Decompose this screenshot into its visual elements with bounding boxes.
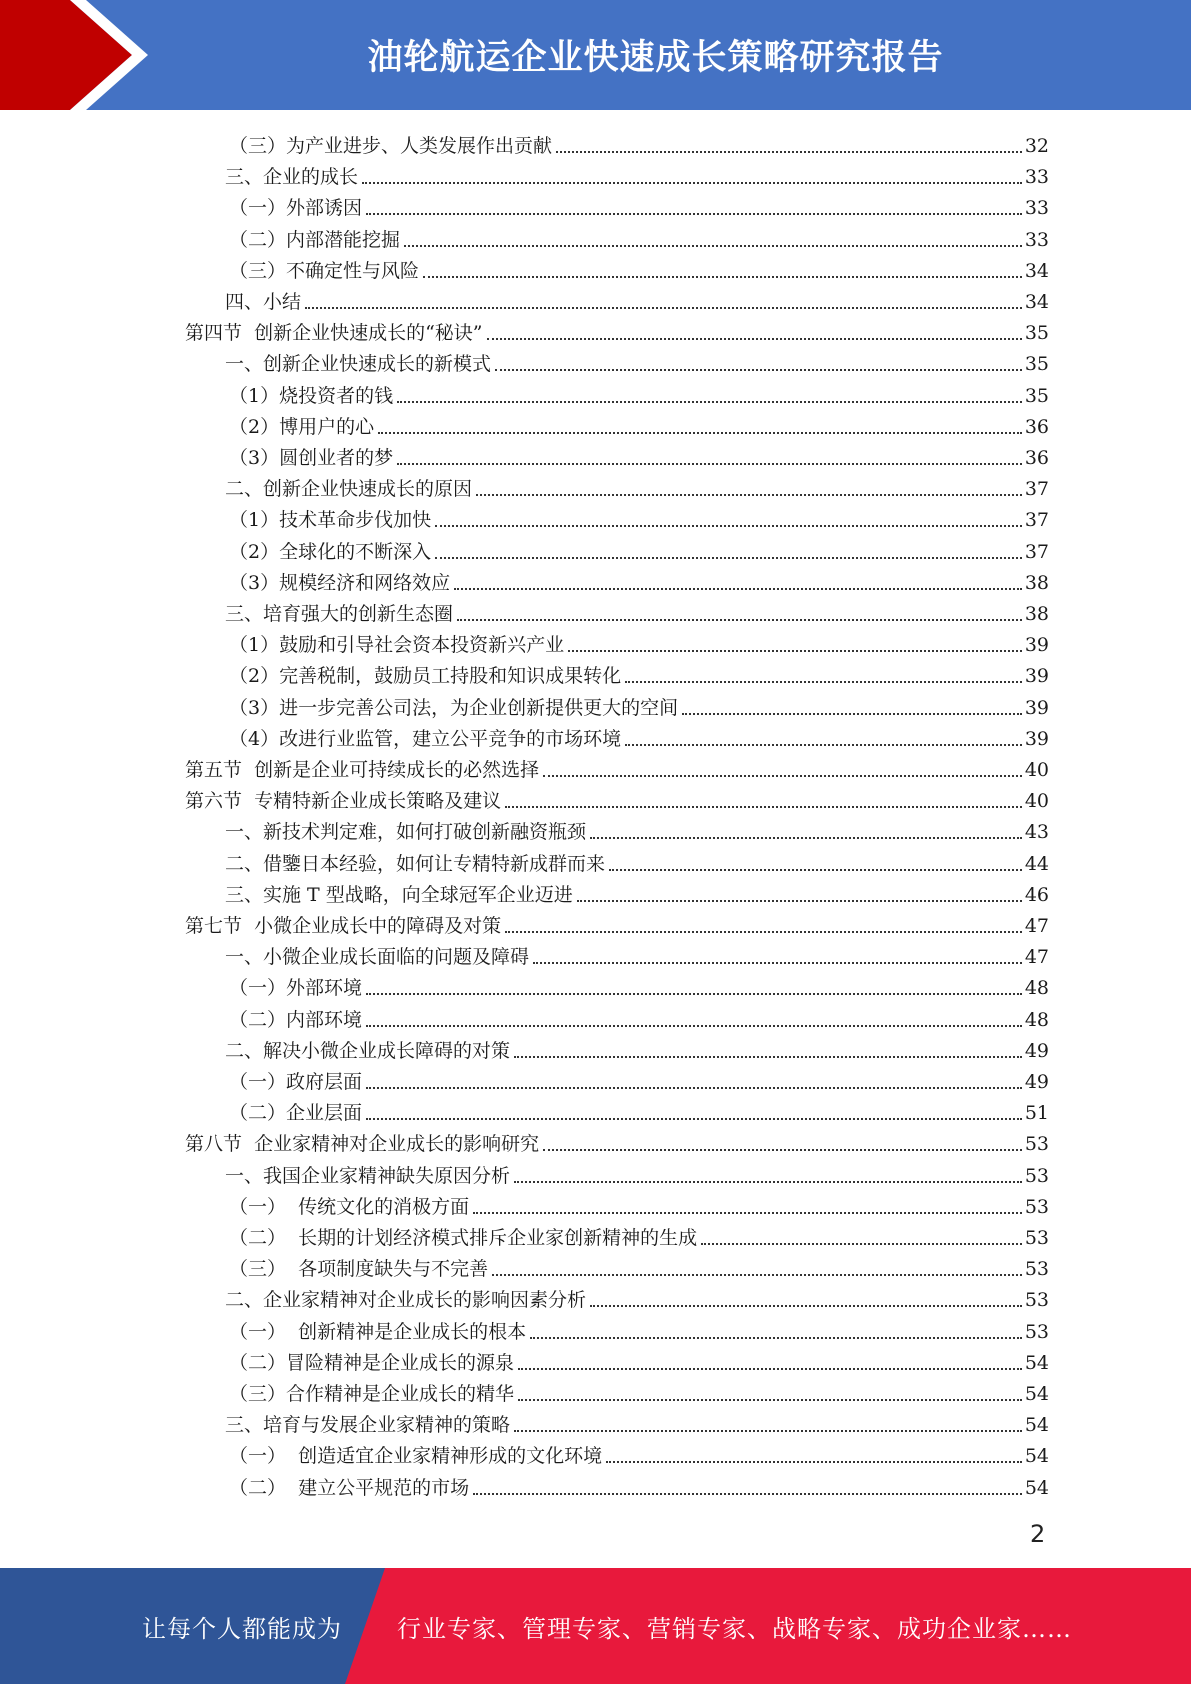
toc-entry-title: （三） 各项制度缺失与不完善 <box>229 1258 489 1280</box>
toc-entry-title: 四、小结 <box>225 291 302 313</box>
toc-dot-leader <box>625 744 1022 746</box>
toc-entry[interactable] <box>185 752 1049 783</box>
toc-entry-page: 53 <box>1024 1165 1049 1187</box>
toc-entry-title: 第八节 企业家精神对企业成长的影响研究 <box>185 1133 540 1155</box>
toc-entry[interactable] <box>229 1220 1049 1251</box>
toc-entry[interactable] <box>229 222 1049 253</box>
toc-entry-page: 40 <box>1024 790 1049 812</box>
toc-entry-title: （一） 创新精神是企业成长的根本 <box>229 1321 527 1343</box>
toc-entry[interactable] <box>229 565 1049 596</box>
toc-entry-title: 二、借鑒日本经验，如何让专精特新成群而来 <box>225 853 606 875</box>
toc-entry-title: 第五节 创新是企业可持续成长的必然选择 <box>185 759 540 781</box>
toc-entry-page: 38 <box>1024 603 1049 625</box>
toc-entry-page: 37 <box>1024 478 1049 500</box>
toc-dot-leader <box>435 525 1022 527</box>
toc-entry-page: 36 <box>1024 447 1049 469</box>
toc-entry-title: （3）规模经济和网络效应 <box>229 572 451 594</box>
toc-entry-page: 53 <box>1024 1196 1049 1218</box>
toc-entry-page: 53 <box>1024 1289 1049 1311</box>
toc-dot-leader <box>366 213 1022 215</box>
toc-entry-page: 37 <box>1024 509 1049 531</box>
toc-entry-title: （一） 传统文化的消极方面 <box>229 1196 470 1218</box>
toc-dot-leader <box>514 1181 1022 1183</box>
toc-entry-page: 34 <box>1024 260 1049 282</box>
toc-entry[interactable] <box>229 721 1049 752</box>
toc-entry[interactable] <box>229 502 1049 533</box>
toc-entry[interactable] <box>229 627 1049 658</box>
toc-dot-leader <box>362 182 1022 184</box>
toc-entry-page: 40 <box>1024 759 1049 781</box>
toc-entry-page: 54 <box>1024 1477 1049 1499</box>
toc-entry-title: （三）合作精神是企业成长的精华 <box>229 1383 515 1405</box>
toc-entry-title: （1）鼓励和引导社会资本投资新兴产业 <box>229 634 565 656</box>
toc-entry[interactable] <box>229 1470 1049 1501</box>
toc-dot-leader <box>577 900 1022 902</box>
toc-entry-title: （2）完善税制，鼓励员工持股和知识成果转化 <box>229 665 622 687</box>
toc-dot-leader <box>366 1118 1022 1120</box>
toc-entry-title: （二）内部潜能挖掘 <box>229 229 401 251</box>
toc-entry-page: 54 <box>1024 1352 1049 1374</box>
toc-entry-page: 54 <box>1024 1383 1049 1405</box>
toc-dot-leader <box>701 1243 1022 1245</box>
toc-entry[interactable] <box>225 159 1049 190</box>
toc-entry-title: 一、我国企业家精神缺失原因分析 <box>225 1165 511 1187</box>
toc-dot-leader <box>366 1087 1022 1089</box>
toc-dot-leader <box>568 650 1022 652</box>
toc-dot-leader <box>366 1025 1022 1027</box>
report-title: 油轮航运企业快速成长策略研究报告 <box>367 38 944 78</box>
toc-entry-page: 47 <box>1024 915 1049 937</box>
toc-entry-title: （二）内部环境 <box>229 1009 363 1031</box>
toc-entry-page: 49 <box>1024 1071 1049 1093</box>
toc-dot-leader <box>423 276 1022 278</box>
toc-entry-page: 53 <box>1024 1258 1049 1280</box>
toc-entry-title: （1）技术革命步伐加快 <box>229 509 432 531</box>
toc-entry-page: 53 <box>1024 1321 1049 1343</box>
toc-entry-title: （一）外部诱因 <box>229 197 363 219</box>
toc-entry-title: （一）政府层面 <box>229 1071 363 1093</box>
toc-entry[interactable] <box>225 814 1049 845</box>
toc-entry[interactable] <box>225 1282 1049 1313</box>
toc-dot-leader <box>366 993 1022 995</box>
toc-entry[interactable] <box>229 970 1049 1001</box>
toc-entry[interactable] <box>229 1189 1049 1220</box>
toc-entry-title: 三、实施 T 型战略，向全球冠军企业迈进 <box>225 884 573 906</box>
chevron-arrow-icon <box>0 0 160 110</box>
toc-entry[interactable] <box>229 190 1049 221</box>
toc-entry[interactable] <box>229 440 1049 471</box>
toc-entry-page: 47 <box>1024 946 1049 968</box>
toc-entry-title: 二、解决小微企业成长障碍的对策 <box>225 1040 511 1062</box>
toc-dot-leader <box>457 619 1022 621</box>
toc-dot-leader <box>530 1337 1022 1339</box>
toc-entry-title: （一）外部环境 <box>229 977 363 999</box>
toc-dot-leader <box>518 1399 1022 1401</box>
toc-entry[interactable] <box>229 1095 1049 1126</box>
toc-entry[interactable] <box>225 471 1049 502</box>
toc-entry-page: 39 <box>1024 697 1049 719</box>
toc-dot-leader <box>435 557 1022 559</box>
toc-entry-title: （4）改进行业监管，建立公平竞争的市场环境 <box>229 728 622 750</box>
toc-dot-leader <box>609 869 1022 871</box>
toc-entry-title: （3）进一步完善公司法，为企业创新提供更大的空间 <box>229 697 679 719</box>
toc-entry-page: 53 <box>1024 1133 1049 1155</box>
toc-entry-title: （2）全球化的不断深入 <box>229 541 432 563</box>
toc-dot-leader <box>505 806 1022 808</box>
toc-dot-leader <box>476 494 1022 496</box>
toc-entry[interactable] <box>229 1438 1049 1469</box>
toc-dot-leader <box>514 1430 1022 1432</box>
toc-entry-page: 32 <box>1024 135 1049 157</box>
toc-entry[interactable] <box>229 1314 1049 1345</box>
toc-entry[interactable] <box>225 877 1049 908</box>
toc-entry-title: 一、创新企业快速成长的新模式 <box>225 353 492 375</box>
toc-entry-title: 三、培育强大的创新生态圈 <box>225 603 454 625</box>
report-header <box>0 0 1191 110</box>
toc-dot-leader <box>556 151 1022 153</box>
toc-dot-leader <box>495 369 1022 371</box>
toc-dot-leader <box>473 1212 1022 1214</box>
toc-entry[interactable] <box>229 1064 1049 1095</box>
toc-entry-page: 54 <box>1024 1414 1049 1436</box>
toc-dot-leader <box>514 1056 1022 1058</box>
toc-entry-page: 48 <box>1024 1009 1049 1031</box>
toc-dot-leader <box>492 1274 1022 1276</box>
toc-entry-title: （1）烧投资者的钱 <box>229 385 394 407</box>
toc-dot-leader <box>404 245 1022 247</box>
toc-dot-leader <box>682 713 1022 715</box>
toc-entry-title: 二、创新企业快速成长的原因 <box>225 478 473 500</box>
toc-entry[interactable] <box>229 1345 1049 1376</box>
toc-entry-title: 第七节 小微企业成长中的障碍及对策 <box>185 915 502 937</box>
toc-entry-page: 35 <box>1024 322 1049 344</box>
toc-entry-title: 第四节 创新企业快速成长的“秘诀” <box>185 322 483 344</box>
toc-entry[interactable] <box>225 596 1049 627</box>
toc-dot-leader <box>625 681 1022 683</box>
toc-entry[interactable] <box>225 1158 1049 1189</box>
toc-entry-page: 33 <box>1024 197 1049 219</box>
toc-entry[interactable] <box>229 378 1049 409</box>
toc-entry-page: 49 <box>1024 1040 1049 1062</box>
toc-dot-leader <box>590 1305 1022 1307</box>
toc-dot-leader <box>518 1368 1022 1370</box>
toc-entry-page: 44 <box>1024 853 1049 875</box>
toc-dot-leader <box>397 463 1022 465</box>
toc-entry[interactable] <box>229 1376 1049 1407</box>
toc-entry-page: 34 <box>1024 291 1049 313</box>
toc-entry-title: （2）博用户的心 <box>229 416 375 438</box>
footer-slogan: 让每个人都能成为 <box>142 1614 342 1643</box>
footer-banner <box>0 1568 1191 1684</box>
toc-entry-title: 二、企业家精神对企业成长的影响因素分析 <box>225 1289 587 1311</box>
toc-entry[interactable] <box>225 939 1049 970</box>
toc-entry-page: 39 <box>1024 665 1049 687</box>
toc-entry[interactable] <box>225 346 1049 377</box>
toc-dot-leader <box>454 588 1022 590</box>
toc-dot-leader <box>533 962 1022 964</box>
toc-entry[interactable] <box>225 1407 1049 1438</box>
toc-entry-title: （二）冒险精神是企业成长的源泉 <box>229 1352 515 1374</box>
toc-dot-leader <box>543 1149 1022 1151</box>
toc-entry-page: 36 <box>1024 416 1049 438</box>
toc-entry-page: 43 <box>1024 821 1049 843</box>
toc-entry[interactable] <box>229 1251 1049 1282</box>
toc-dot-leader <box>543 775 1022 777</box>
toc-entry[interactable] <box>225 1033 1049 1064</box>
toc-entry-title: 一、小微企业成长面临的问题及障碍 <box>225 946 530 968</box>
toc-entry-title: （三）不确定性与风险 <box>229 260 420 282</box>
toc-dot-leader <box>505 931 1022 933</box>
toc-entry[interactable] <box>229 409 1049 440</box>
footer-roles: 行业专家、管理专家、营销专家、战略专家、成功企业家…… <box>397 1614 1072 1643</box>
toc-dot-leader <box>305 307 1022 309</box>
toc-dot-leader <box>397 401 1022 403</box>
toc-entry[interactable] <box>225 846 1049 877</box>
toc-entry-page: 48 <box>1024 977 1049 999</box>
toc-entry[interactable] <box>185 783 1049 814</box>
toc-entry[interactable] <box>185 908 1049 939</box>
toc-entry-title: （二） 长期的计划经济模式排斥企业家创新精神的生成 <box>229 1227 698 1249</box>
toc-dot-leader <box>473 1493 1022 1495</box>
toc-entry-title: 三、企业的成长 <box>225 166 359 188</box>
toc-entry-page: 37 <box>1024 541 1049 563</box>
toc-entry-page: 53 <box>1024 1227 1049 1249</box>
toc-dot-leader <box>378 432 1022 434</box>
toc-entry-page: 39 <box>1024 634 1049 656</box>
toc-entry-title: （一） 创造适宜企业家精神形成的文化环境 <box>229 1445 603 1467</box>
toc-entry-page: 35 <box>1024 353 1049 375</box>
toc-entry-title: 一、新技术判定难，如何打破创新融资瓶颈 <box>225 821 587 843</box>
toc-entry[interactable] <box>229 1002 1049 1033</box>
toc-entry[interactable] <box>229 534 1049 565</box>
toc-entry-title: 三、培育与发展企业家精神的策略 <box>225 1414 511 1436</box>
toc-entry[interactable] <box>229 253 1049 284</box>
toc-entry-page: 51 <box>1024 1102 1049 1124</box>
toc-entry-title: 第六节 专精特新企业成长策略及建议 <box>185 790 502 812</box>
toc-entry-page: 33 <box>1024 229 1049 251</box>
toc-entry[interactable] <box>229 128 1049 159</box>
toc-entry-title: （二） 建立公平规范的市场 <box>229 1477 470 1499</box>
toc-entry[interactable] <box>185 1126 1049 1157</box>
toc-entry-page: 39 <box>1024 728 1049 750</box>
toc-entry-page: 38 <box>1024 572 1049 594</box>
toc-dot-leader <box>487 338 1022 340</box>
toc-entry-page: 35 <box>1024 385 1049 407</box>
toc-entry-title: （3）圆创业者的梦 <box>229 447 394 469</box>
toc-dot-leader <box>590 837 1022 839</box>
toc-entry-title: （三）为产业进步、人类发展作出贡献 <box>229 135 553 157</box>
toc-entry[interactable] <box>229 690 1049 721</box>
toc-entry[interactable] <box>229 658 1049 689</box>
page-number: 2 <box>1030 1520 1046 1548</box>
toc-entry[interactable] <box>185 315 1049 346</box>
toc-entry-title: （二）企业层面 <box>229 1102 363 1124</box>
toc-entry-page: 54 <box>1024 1445 1049 1467</box>
toc-entry-page: 46 <box>1024 884 1049 906</box>
toc-entry-page: 33 <box>1024 166 1049 188</box>
toc-entry[interactable] <box>225 284 1049 315</box>
toc-dot-leader <box>606 1461 1022 1463</box>
